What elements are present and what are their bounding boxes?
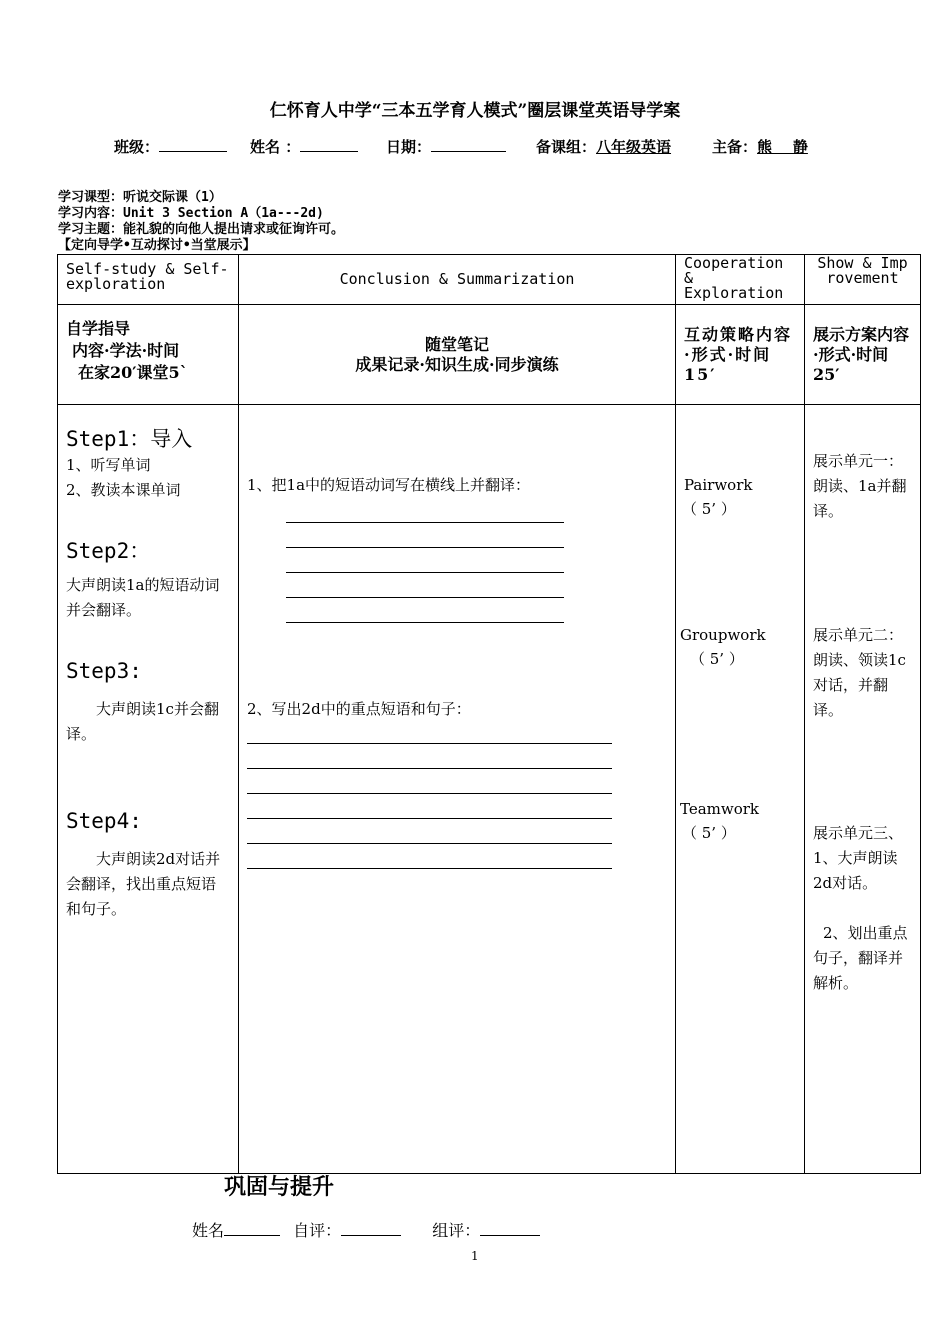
- notes-title: 随堂笔记: [424, 334, 489, 354]
- group-eval-blank[interactable]: [480, 1221, 540, 1236]
- steps-cell: [58, 405, 239, 1174]
- show-plan: 展示方案内容·形式·时间 25′: [813, 325, 910, 384]
- step1-title: Step1：导入: [66, 427, 193, 451]
- step4: [66, 809, 142, 833]
- answer-line[interactable]: [247, 794, 612, 819]
- answer-line[interactable]: [286, 498, 564, 523]
- subheader-self-study: [58, 305, 239, 405]
- group-label: 备课组：: [536, 138, 597, 156]
- subheader-notes: [239, 305, 676, 405]
- subheader-row: [58, 305, 921, 405]
- question-1: 1、把1a中的短语动词写在横线上并翻译：: [247, 476, 531, 494]
- pairwork-time: （ 5’ ）: [682, 500, 736, 518]
- answer-lines-1-group: [286, 498, 564, 623]
- pairwork-label: Pairwork: [684, 476, 753, 494]
- group-field: [536, 136, 671, 157]
- name-label: 姓名 ：: [250, 138, 301, 156]
- show-cell: [805, 405, 921, 1174]
- teacher-label: 主备：: [712, 138, 758, 156]
- answer-line[interactable]: [247, 744, 612, 769]
- step1-item2: 2、教读本课单词: [66, 481, 181, 499]
- answer-line[interactable]: [286, 573, 564, 598]
- consolidation-title: 巩固与提升: [224, 1174, 335, 1200]
- answer-line[interactable]: [247, 819, 612, 844]
- teacher-value: 熊 静: [757, 138, 808, 156]
- step3: [66, 659, 142, 683]
- group-eval-label: 组评：: [432, 1221, 481, 1240]
- footer-name-blank[interactable]: [224, 1221, 280, 1236]
- col-header-conclusion: Conclusion & Summarization: [239, 255, 676, 305]
- content-row: [58, 405, 921, 1174]
- subheader-show: [805, 305, 921, 405]
- page-number: 1: [471, 1249, 479, 1263]
- answer-line[interactable]: [286, 548, 564, 573]
- self-study-guide-time: 在家20′课堂5`: [78, 363, 188, 382]
- show-unit-3b: 2、划出重点句子，翻译并解析。: [813, 924, 908, 992]
- date-field: [386, 136, 506, 157]
- self-eval-blank[interactable]: [341, 1221, 401, 1236]
- lesson-table: [57, 254, 921, 1174]
- lesson-content: 学习内容：Unit 3 Section A（1a---2d): [58, 206, 324, 221]
- show-unit-1: 展示单元一：朗读、1a并翻译。: [813, 452, 907, 520]
- answer-line[interactable]: [247, 769, 612, 794]
- step2-text: 大声朗读1a的短语动词并会翻译。: [66, 576, 220, 619]
- group-value: 八年级英语: [596, 138, 672, 156]
- step3-title: Step3:: [66, 659, 142, 683]
- step4-text: 大声朗读2d对话并会翻译，找出重点短语和句子。: [66, 850, 221, 918]
- document-title: 仁怀育人中学“三本五学育人模式”圈层课堂英语导学案: [269, 101, 681, 121]
- class-label: 班级：: [114, 138, 160, 156]
- lesson-theme: 学习主题：能礼貌的向他人提出请求或征询许可。: [58, 222, 345, 237]
- name-blank[interactable]: [300, 137, 358, 152]
- date-blank[interactable]: [431, 137, 506, 152]
- teamwork-label: Teamwork: [680, 800, 760, 818]
- col-header-cooperation: Cooperation & Exploration: [676, 255, 805, 305]
- name-field: [250, 136, 358, 157]
- col-header-show: Show & Improvement: [805, 255, 921, 305]
- self-eval-label: 自评：: [293, 1221, 342, 1240]
- step1-item1: 1、听写单词: [66, 456, 151, 474]
- show-unit-3a: 展示单元三、1、大声朗读2d对话。: [813, 824, 904, 892]
- step2: [66, 535, 150, 565]
- question-2: 2、写出2d中的重点短语和句子：: [247, 700, 471, 718]
- answer-line[interactable]: [286, 523, 564, 548]
- teamwork-time: （ 5’ ）: [682, 824, 736, 842]
- column-header-row: [58, 255, 921, 305]
- class-blank[interactable]: [159, 137, 227, 152]
- show-unit-2: 展示单元二：朗读、领读1c对话，并翻译。: [813, 626, 906, 719]
- self-study-guide-title: 自学指导: [66, 319, 131, 338]
- step4-title: Step4:: [66, 809, 142, 833]
- self-study-guide-items: 内容·学法·时间: [72, 341, 180, 360]
- class-field: [114, 136, 227, 157]
- step1: [66, 423, 192, 503]
- date-label: 日期：: [386, 138, 432, 156]
- teacher-field: [712, 136, 808, 157]
- answer-lines-2-group: [247, 719, 612, 869]
- cooperation-strategy: 互动策略内容·形式·时间 15′: [684, 325, 793, 384]
- evaluation-row: [192, 1218, 540, 1241]
- answer-line[interactable]: [247, 844, 612, 869]
- groupwork-time: （ 5’ ）: [690, 650, 744, 668]
- cooperation-cell: [676, 405, 805, 1174]
- groupwork-label: Groupwork: [680, 626, 766, 644]
- col-header-self-study: Self-study & Self-exploration: [58, 255, 239, 305]
- step3-text: 大声朗读1c并会翻译。: [66, 700, 219, 743]
- notes-items: 成果记录·知识生成·同步演练: [355, 354, 559, 374]
- banner: 【定向导学•互动探讨•当堂展示】: [58, 238, 256, 253]
- notes-cell: [239, 405, 676, 1174]
- footer-name-label: 姓名: [192, 1221, 225, 1240]
- answer-line[interactable]: [247, 719, 612, 744]
- lesson-type: 学习课型：听说交际课（1）: [58, 190, 222, 205]
- step2-title: Step2：: [66, 539, 151, 563]
- subheader-cooperation: [676, 305, 805, 405]
- answer-line[interactable]: [286, 598, 564, 623]
